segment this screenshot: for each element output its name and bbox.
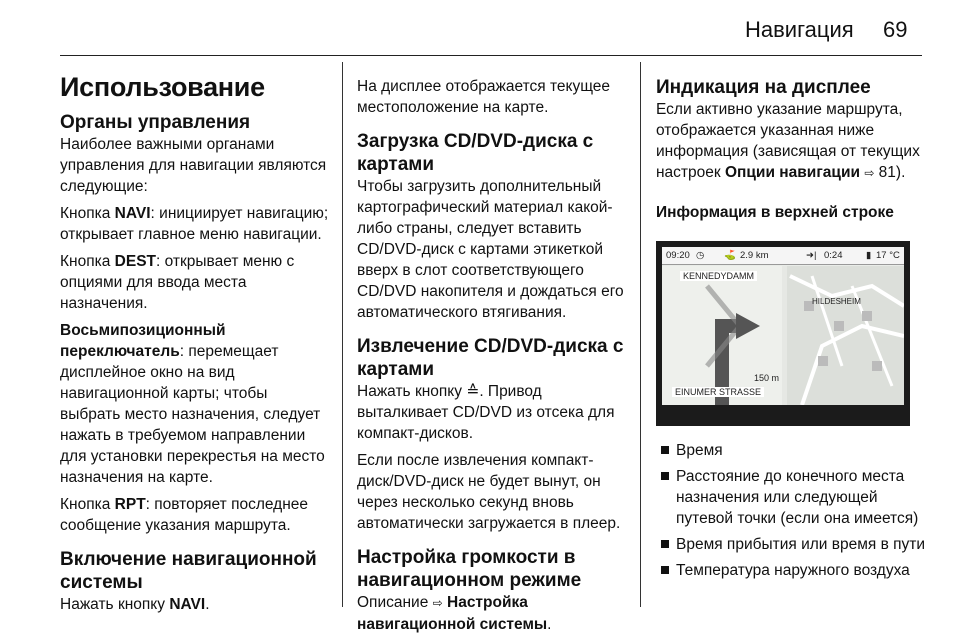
nav-display — [662, 247, 904, 405]
column-2 — [357, 66, 627, 641]
rpt-key: RPT — [114, 496, 146, 513]
list-item: Время — [656, 440, 926, 461]
nav-city: HILDESHEIM — [812, 297, 861, 306]
subheading-volume: Настройка громкости в навигационном режиме — [357, 547, 582, 591]
navi-key: NAVI — [114, 205, 151, 222]
controls-intro: Наиболее важными органами управления для навигации являются следующие: — [60, 136, 327, 195]
enable-description: Нажать кнопку NAVI. — [60, 596, 210, 613]
subheading-enable: Включение навигационной системы — [60, 549, 317, 593]
nav-turn-distance: 150 m — [754, 373, 780, 383]
column-1 — [60, 66, 330, 621]
header-divider — [60, 55, 922, 56]
nav-distance: 2.9 km — [740, 250, 769, 261]
navi-button-description: Кнопка NAVI: инициирует навигацию; открывает главное меню навигации. — [60, 205, 329, 243]
page-number: 69 — [883, 17, 908, 42]
route-distance-icon: ⛳ — [724, 250, 736, 261]
volume-description: Описание ⇨ Настройка навигационной системы. — [357, 594, 552, 633]
switch-key: Восьмипозиционный переключатель — [60, 322, 226, 360]
switch-description: Восьмипозиционный переключатель: перемещает дисплейное окно на вид навигационной карты; чтобы выбрать место назначения, следует нажать в требуемом направлении для установки перекрестья на место назначения на карте. — [60, 322, 325, 486]
nav-top-line — [662, 247, 904, 265]
nav-street-top: KENNEDYDAMM — [680, 271, 757, 281]
page-header-title: Навигация — [745, 17, 854, 42]
thermometer-icon: ▮ — [866, 250, 872, 261]
indication-description: Если активно указание маршрута, отображается указанная ниже информация (зависящая от текущих настроек Опции навигации ⇨ 81). — [656, 99, 926, 184]
reload-description: Если после извлечения компакт-диск/DVD-диск не будет вынут, он через несколько секунд вновь автоматически загружается в плеер. — [357, 452, 621, 532]
rpt-button-description: Кнопка RPT: повторяет последнее сообщение указания маршрута. — [60, 496, 309, 534]
subheading-indication: Индикация на дисплее — [656, 77, 871, 98]
column-divider-2 — [640, 62, 641, 607]
column-3 — [656, 66, 926, 586]
column-divider-1 — [342, 62, 343, 607]
nav-time: 09:20 — [666, 250, 690, 261]
subheading-controls: Органы управления — [60, 112, 251, 133]
subheading-eject-disc: Извлечение CD/DVD-диска с картами — [357, 336, 624, 380]
nav-map — [662, 266, 904, 405]
display-description: На дисплее отображается текущее местоположение на карте. — [357, 78, 611, 116]
eject-description: Нажать кнопку ≙. Привод выталкивает CD/DVD из отсека для компакт-дисков. — [357, 383, 615, 442]
section-title-usage: Использование — [60, 72, 265, 102]
volume-link[interactable]: Настройка навигационной системы — [357, 594, 548, 633]
nav-street-bottom: EINUMER STRASSE — [672, 387, 764, 397]
list-item: Расстояние до конечного места назначения или следующей путевой точки (если она имеется) — [656, 466, 926, 529]
subheading-load-disc: Загрузка CD/DVD-диска с картами — [357, 131, 594, 175]
enable-key: NAVI — [169, 596, 206, 613]
navigation-screen-figure — [656, 241, 910, 426]
nav-eta: 0:24 — [824, 250, 843, 261]
nav-options-link[interactable]: Опции навигации — [724, 164, 860, 181]
clock-icon: ◷ — [696, 250, 705, 261]
list-item: Температура наружного воздуха — [656, 560, 926, 581]
eject-icon: ≙ — [466, 383, 480, 400]
subheading-top-line: Информация в верхней строке — [656, 204, 894, 221]
arrival-icon: ➜| — [806, 250, 817, 261]
top-line-info-list — [656, 440, 926, 581]
arrow-right-icon: ⇨ — [864, 166, 875, 180]
load-disc-description: Чтобы загрузить дополнительный картографический материал какой-либо страны, следует вставить CD/DVD-диск с картами этикеткой вверх в слот соответствующего CD/DVD накопителя и дождаться его автоматического втягивания. — [357, 178, 624, 321]
list-item: Время прибытия или время в пути — [656, 534, 926, 555]
dest-button-description: Кнопка DEST: открывает меню с опциями для ввода места назначения. — [60, 253, 295, 312]
dest-key: DEST — [114, 253, 156, 270]
nav-temperature: 17 °C — [876, 250, 900, 261]
arrow-right-icon: ⇨ — [432, 596, 443, 610]
